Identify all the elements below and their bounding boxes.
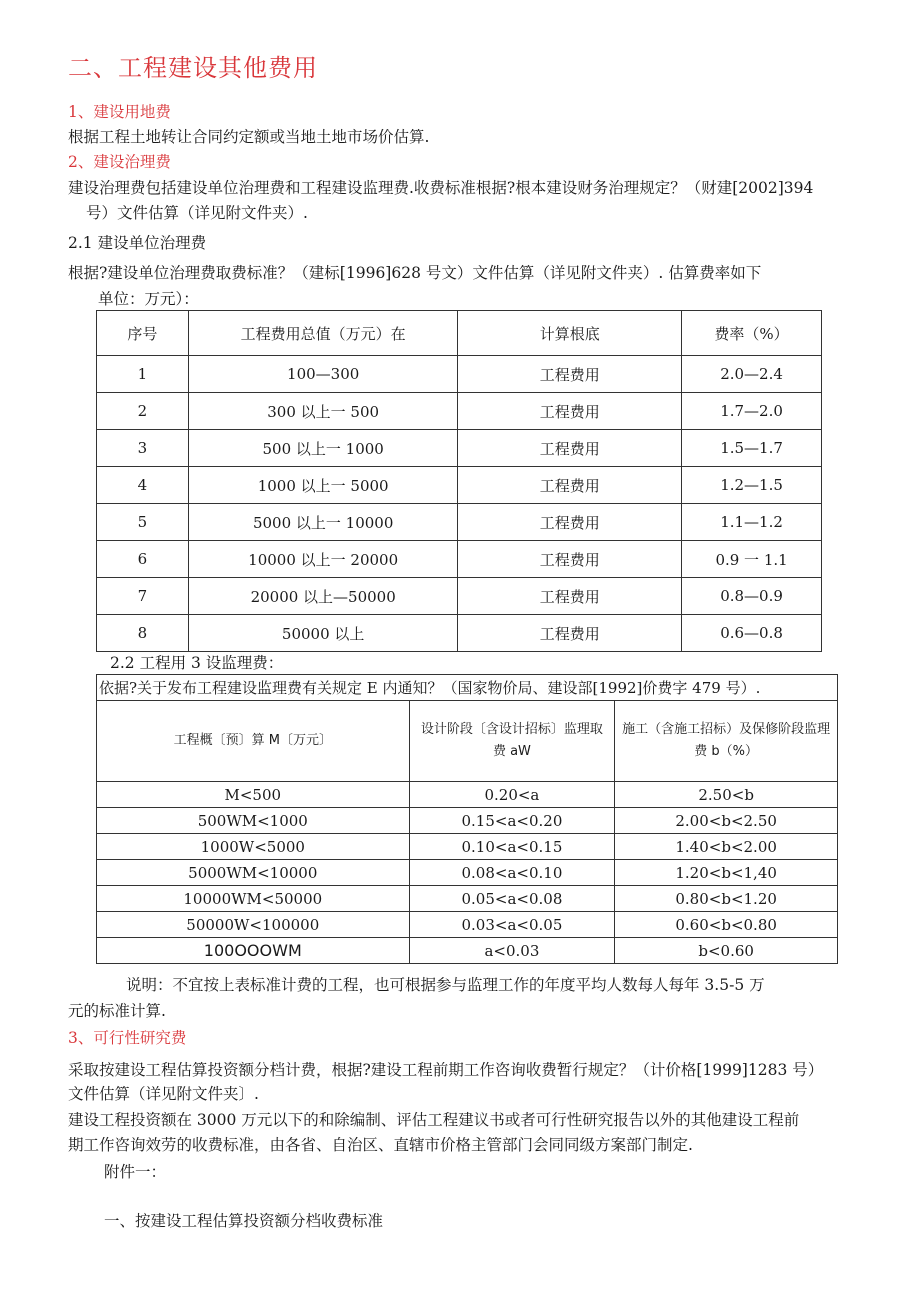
table-cell: 0.80<b<1.20 bbox=[615, 886, 838, 912]
table-row bbox=[97, 393, 822, 430]
table-cell: 1000W<5000 bbox=[97, 834, 410, 860]
heading-land-fee: 1、建设用地费 bbox=[68, 103, 171, 121]
table-cell: 300 以上一 500 bbox=[188, 393, 458, 430]
note-line1: 说明：不宜按上表标准计费的工程，也可根据参与监理工作的年度平均人数每人每年 3.5-5 万 bbox=[126, 976, 765, 994]
heading-feasibility-fee: 3、可行性研究费 bbox=[68, 1029, 187, 1047]
table-cell: 50000W<100000 bbox=[97, 912, 410, 938]
table-cell: 1.5—1.7 bbox=[682, 430, 822, 467]
table-cell: 20000 以上—50000 bbox=[188, 578, 458, 615]
table-row bbox=[97, 541, 822, 578]
table-cell: 工程费用 bbox=[458, 504, 682, 541]
header-cell: 费率（%） bbox=[682, 311, 822, 356]
table-row bbox=[97, 938, 838, 964]
table-cell: 工程费用 bbox=[458, 467, 682, 504]
table-cell: 1.7—2.0 bbox=[682, 393, 822, 430]
subheading-unit-management: 2.1 建设单位治理费 bbox=[68, 234, 207, 252]
list-item-fee-standard: 一、按建设工程估算投资额分档收费标准 bbox=[104, 1212, 384, 1230]
table-cell: 5 bbox=[97, 504, 189, 541]
table-cell: 2 bbox=[97, 393, 189, 430]
table-cell: 50000 以上 bbox=[188, 615, 458, 652]
table-cell: 0.60<b<0.80 bbox=[615, 912, 838, 938]
heading-management-fee: 2、建设治理费 bbox=[68, 153, 171, 171]
table-cell: 工程费用 bbox=[458, 615, 682, 652]
table-cell: 3 bbox=[97, 430, 189, 467]
paragraph-land-fee: 根据工程土地转让合同约定额或当地土地市场价估算. bbox=[68, 128, 430, 146]
table-cell: 1.1—1.2 bbox=[682, 504, 822, 541]
table-cell: b<0.60 bbox=[615, 938, 838, 964]
fee-rate-table bbox=[96, 310, 822, 652]
table-row bbox=[97, 808, 838, 834]
table-cell: 工程费用 bbox=[458, 356, 682, 393]
table-cell: 工程费用 bbox=[458, 393, 682, 430]
table-cell: 7 bbox=[97, 578, 189, 615]
table-caption-row bbox=[97, 675, 838, 701]
table-cell: 工程费用 bbox=[458, 578, 682, 615]
table-row bbox=[97, 834, 838, 860]
table-row bbox=[97, 860, 838, 886]
table-cell: 1.20<b<1,40 bbox=[615, 860, 838, 886]
note-line2: 元的标准计算. bbox=[68, 1002, 166, 1020]
table-cell: 6 bbox=[97, 541, 189, 578]
table-cell: 0.8—0.9 bbox=[682, 578, 822, 615]
table-cell: 500WM<1000 bbox=[97, 808, 410, 834]
paragraph-management-line2: 号）文件估算（详见附文件夹）. bbox=[86, 204, 308, 222]
table-header-row bbox=[97, 701, 838, 782]
table-cell: 工程费用 bbox=[458, 430, 682, 467]
table-cell: 0.20<a bbox=[409, 782, 615, 808]
table-cell: 500 以上一 1000 bbox=[188, 430, 458, 467]
header-cell: 工程费用总值（万元）在 bbox=[188, 311, 458, 356]
header-cell: 设计阶段〔含设计招标〕监理取费 aW bbox=[409, 701, 615, 782]
table-cell: 1.40<b<2.00 bbox=[615, 834, 838, 860]
unit-label: 单位：万元）： bbox=[98, 290, 199, 308]
header-cell: 工程概〔预〕算 M〔万元〕 bbox=[97, 701, 410, 782]
table-cell: 工程费用 bbox=[458, 541, 682, 578]
paragraph-feasibility-line2: 文件估算（详见附文件夹〕. bbox=[68, 1085, 259, 1103]
table-cell: 8 bbox=[97, 615, 189, 652]
paragraph-management-line1: 建设治理费包括建设单位治理费和工程建设监理费.收费标准根据?根本建设财务治理规定？（财建[2002]394 bbox=[68, 179, 814, 197]
table-cell: 10000WM<50000 bbox=[97, 886, 410, 912]
table-row bbox=[97, 467, 822, 504]
table-row bbox=[97, 615, 822, 652]
table-cell: 5000WM<10000 bbox=[97, 860, 410, 886]
table-cell: 5000 以上一 10000 bbox=[188, 504, 458, 541]
table-cell: 0.03<a<0.05 bbox=[409, 912, 615, 938]
table-cell: 1.2—1.5 bbox=[682, 467, 822, 504]
table-cell: 10000 以上一 20000 bbox=[188, 541, 458, 578]
paragraph-feasibility-line3: 建设工程投资额在 3000 万元以下的和除编制、评估工程建议书或者可行性研究报告以外的其他建设工程前 bbox=[68, 1111, 800, 1129]
table-cell: 0.08<a<0.10 bbox=[409, 860, 615, 886]
table-cell: 0.15<a<0.20 bbox=[409, 808, 615, 834]
table-cell: 0.9 一 1.1 bbox=[682, 541, 822, 578]
table-cell: 4 bbox=[97, 467, 189, 504]
header-cell: 施工（含施工招标）及保修阶段监理费 b（%） bbox=[615, 701, 838, 782]
table-row bbox=[97, 430, 822, 467]
table-cell: 100—300 bbox=[188, 356, 458, 393]
table-cell: 0.6—0.8 bbox=[682, 615, 822, 652]
table-row bbox=[97, 356, 822, 393]
table-row bbox=[97, 912, 838, 938]
paragraph-feasibility-line4: 期工作咨询效劳的收费标准，由各省、自治区、直辖市价格主管部门会同同级方案部门制定. bbox=[68, 1136, 693, 1154]
header-cell: 序号 bbox=[97, 311, 189, 356]
table-row bbox=[97, 578, 822, 615]
paragraph-feasibility-line1: 采取按建设工程估算投资额分档计费，根据?建设工程前期工作咨询收费暂行规定？（计价格[1999]1283 号） bbox=[68, 1061, 824, 1079]
attachment-label: 附件一： bbox=[104, 1163, 167, 1181]
table-cell: 1000 以上一 5000 bbox=[188, 467, 458, 504]
table-cell: M<500 bbox=[97, 782, 410, 808]
table-caption: 依据?关于发布工程建设监理费有关规定 E 内通知？（国家物价局、建设部[1992]价费字 479 号）. bbox=[97, 675, 838, 701]
table-row bbox=[97, 886, 838, 912]
table-cell: 2.50<b bbox=[615, 782, 838, 808]
supervision-fee-table bbox=[96, 674, 838, 964]
table-row bbox=[97, 782, 838, 808]
table-cell: 0.10<a<0.15 bbox=[409, 834, 615, 860]
table-cell: 2.00<b<2.50 bbox=[615, 808, 838, 834]
table-cell: a<0.03 bbox=[409, 938, 615, 964]
table-row bbox=[97, 504, 822, 541]
table-cell: 1 bbox=[97, 356, 189, 393]
subheading-supervision-fee: 2.2 工程用 3 设监理费： bbox=[110, 654, 284, 672]
table-header-row bbox=[97, 311, 822, 356]
table-cell: 0.05<a<0.08 bbox=[409, 886, 615, 912]
header-cell: 计算根底 bbox=[458, 311, 682, 356]
paragraph-unit-management: 根据?建设单位治理费取费标准？（建标[1996]628 号文）文件估算（详见附文件夹）. 估算费率如下 bbox=[68, 264, 762, 282]
section-title: 二、工程建设其他费用 bbox=[68, 54, 318, 82]
table-cell: 100OOOWM bbox=[97, 938, 410, 964]
table-cell: 2.0—2.4 bbox=[682, 356, 822, 393]
